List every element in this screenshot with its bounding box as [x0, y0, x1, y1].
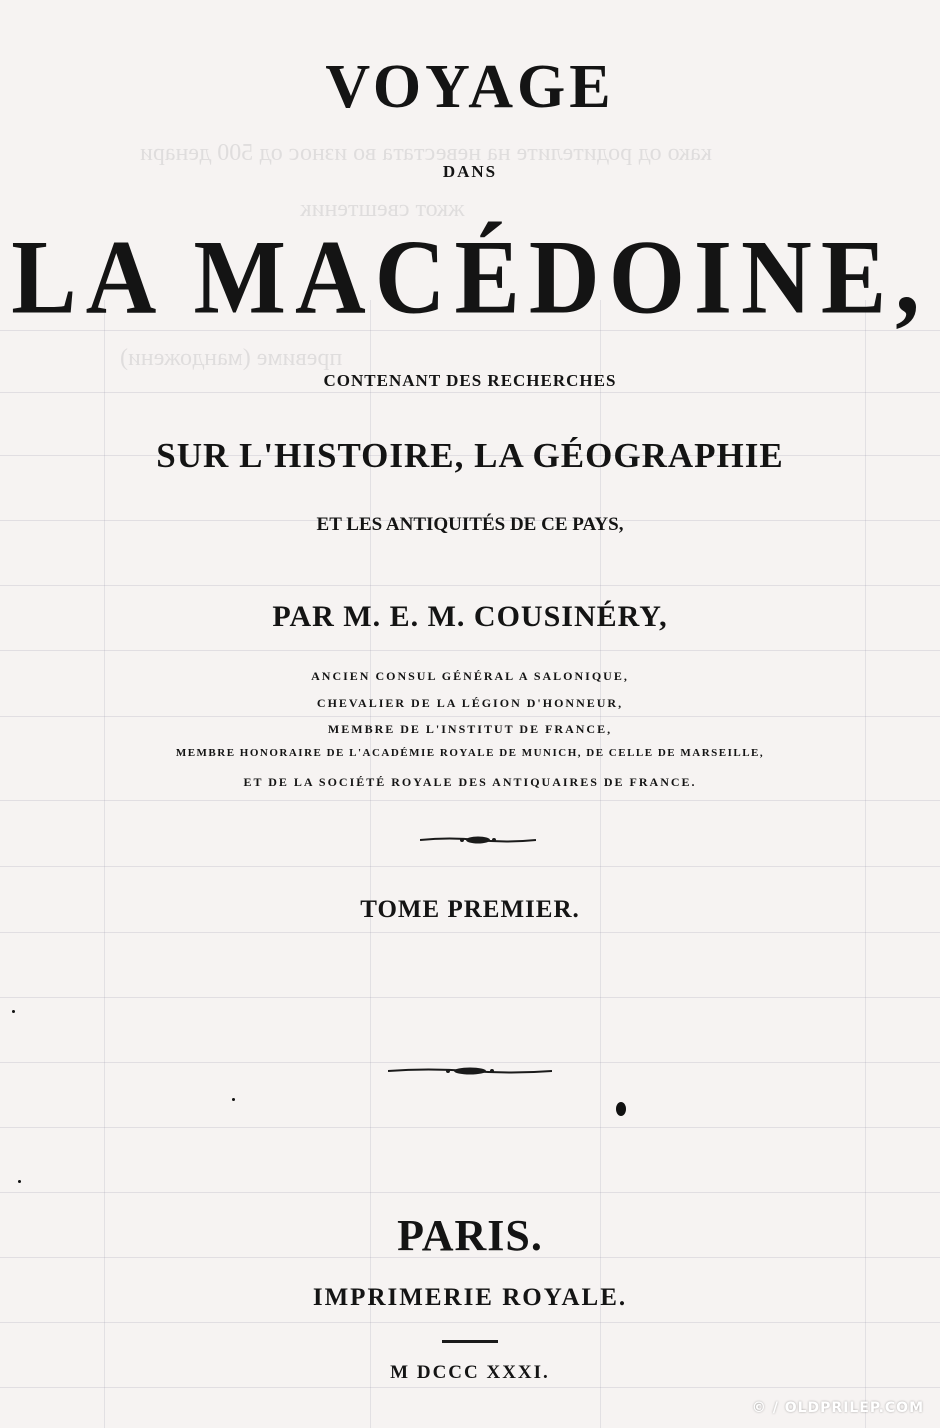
- ink-speck: [232, 1098, 235, 1101]
- author-line: PAR M. E. M. COUSINÉRY,: [272, 600, 668, 633]
- imprint-rule: [442, 1340, 498, 1343]
- ornamental-rule-top: [420, 833, 536, 847]
- imprint-year: M DCCC XXXI.: [390, 1362, 550, 1383]
- ornamental-rule-middle: [388, 1064, 552, 1078]
- subtitle-histoire: SUR L'HISTOIRE, LA GÉOGRAPHIE: [156, 436, 784, 475]
- credential-line: ET DE LA SOCIÉTÉ ROYALE DES ANTIQUAIRES DE FRANCE.: [243, 775, 697, 789]
- volume-label: TOME PREMIER.: [360, 896, 580, 923]
- credential-line: MEMBRE DE L'INSTITUT DE FRANCE,: [327, 722, 613, 736]
- bleed-through-ruling: како од родителите на невестата во износ од 500 денари жкот свештеник превиме (мандожени): [0, 0, 940, 1428]
- title-dans: DANS: [442, 162, 498, 181]
- title-macedoine: LA MACÉDOINE,: [11, 219, 929, 337]
- site-watermark: © / OLDPRILEP.COM: [751, 1400, 924, 1416]
- imprint-city: PARIS.: [397, 1211, 543, 1260]
- ink-speck: [616, 1102, 626, 1116]
- credential-line: ANCIEN CONSUL GÉNÉRAL A SALONIQUE,: [311, 669, 629, 683]
- imprint-printer: IMPRIMERIE ROYALE.: [312, 1284, 628, 1311]
- ink-speck: [12, 1010, 15, 1013]
- ink-speck: [18, 1180, 21, 1183]
- subtitle-antiquites: ET LES ANTIQUITÉS DE CE PAYS,: [316, 514, 624, 535]
- credential-line: MEMBRE HONORAIRE DE L'ACADÉMIE ROYALE DE MUNICH, DE CELLE DE MARSEILLE,: [175, 747, 765, 759]
- title-voyage: VOYAGE: [325, 53, 615, 121]
- credential-line: CHEVALIER DE LA LÉGION D'HONNEUR,: [316, 696, 624, 710]
- subtitle-contenant: CONTENANT DES RECHERCHES: [323, 371, 617, 390]
